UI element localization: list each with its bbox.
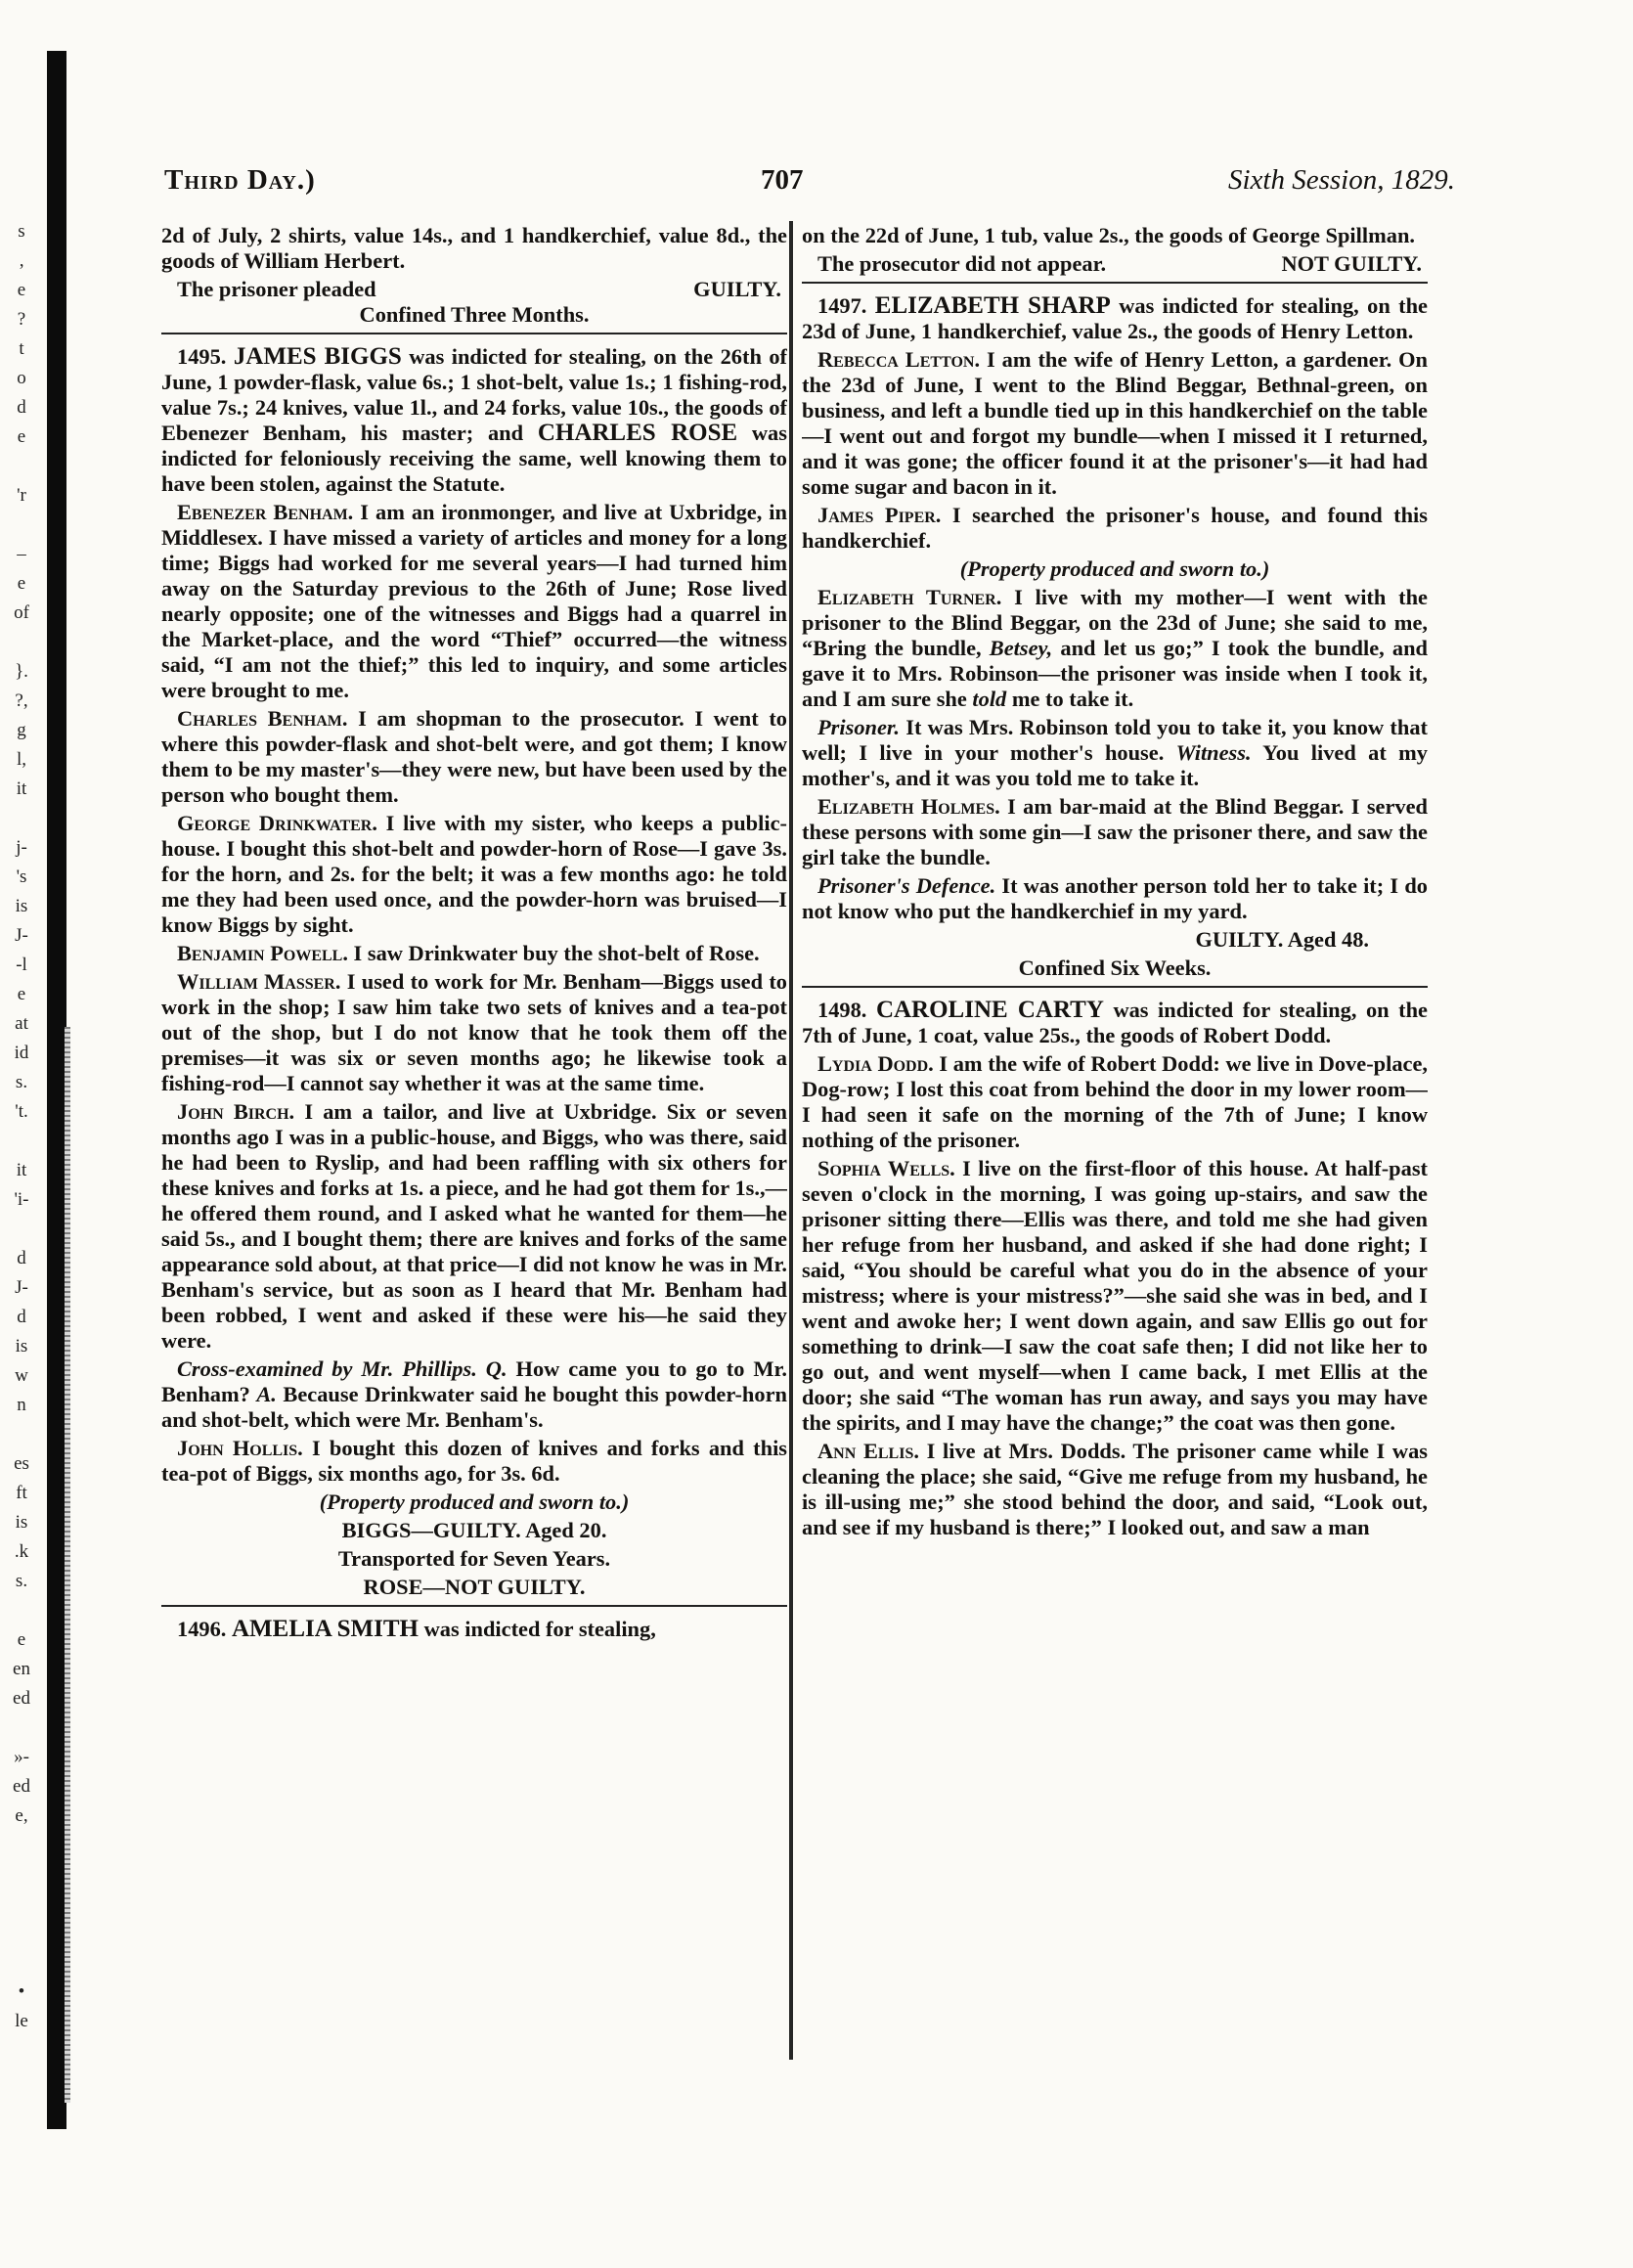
margin-fragment — [0, 1831, 43, 1860]
margin-fragment: s. — [15, 1571, 28, 1591]
testimony-text: me to take it. — [1011, 687, 1134, 711]
margin-fragment: id — [14, 1043, 29, 1063]
page-binding-edge — [47, 51, 66, 2129]
margin-fragment: le — [15, 2011, 28, 2031]
margin-fragment: ‚ — [18, 250, 25, 271]
running-header — [164, 164, 1455, 203]
margin-fragment — [0, 1127, 43, 1156]
margin-fragment: at — [15, 1013, 28, 1034]
testimony-text: and let us go;” I took the bundle, and gave it to Mrs. Robinson—the prisoner was inside when I took it, and I am sure she — [802, 636, 1428, 711]
answer-label: A. — [256, 1382, 277, 1406]
indictment-text: was indicted for stealing, on the 26th of June, 1 powder-flask, value 6s.; 1 shot-belt, value 1s.; 1 fishing-rod, value 7s.; 24 knives, value 1l., and 24 forks, value 10s., the goods of Ebenezer Benham, his master; and — [161, 344, 787, 445]
margin-fragment: e, — [15, 1805, 28, 1826]
witness-name: James Piper. — [817, 503, 942, 527]
case-number: 1495. — [177, 344, 227, 369]
margin-fragment — [0, 1890, 43, 1919]
right-column — [802, 223, 1428, 2120]
testimony — [161, 811, 787, 938]
testimony-text: I bought this dozen of knives and forks and this tea-pot of Biggs, six months ago, for 3s. 6d. — [161, 1436, 787, 1486]
margin-fragment: of — [14, 602, 29, 623]
margin-fragment — [0, 628, 43, 657]
testimony — [802, 503, 1428, 554]
sentence: Transported for Seven Years. — [337, 1546, 611, 1571]
case-rule — [802, 282, 1428, 284]
margin-fragment: ? — [17, 309, 26, 330]
case-continuation: on the 22d of June, 1 tub, value 2s., the goods of George Spillman. — [802, 223, 1415, 247]
margin-fragment: »- — [14, 1747, 29, 1767]
margin-fragment: en — [13, 1659, 30, 1679]
margin-fragment: .k — [14, 1541, 29, 1562]
verdict: GUILTY. Aged 48. — [1195, 927, 1369, 952]
margin-fragment: g — [17, 720, 26, 740]
witness-name: Sophia Wells. — [817, 1156, 955, 1180]
margin-fragment — [0, 1215, 43, 1244]
column-divider — [789, 221, 793, 2060]
witness-name: Rebecca Letton. — [817, 347, 981, 372]
margin-fragment — [0, 511, 43, 540]
testimony — [802, 794, 1428, 870]
defence-text: It was another person told her to take it; I do not know who put the handkerchief in my yard. — [802, 873, 1428, 923]
testimony — [161, 706, 787, 808]
testimony-text: I used to work for Mr. Benham—Biggs used to work in the shop; I saw him take two sets of knives and a tea-pot out of the shop, but I do not know that he took them off the premises—it was six or seven months ago; he likewise took a fishing-rod—I cannot say whether it was at the same time. — [161, 969, 787, 1095]
verdict: NOT GUILTY. — [1281, 251, 1422, 276]
margin-fragment — [0, 1420, 43, 1449]
cross-label: Cross-examined by Mr. Phillips. — [177, 1356, 477, 1381]
testimony-italic: told — [972, 687, 1007, 711]
prosecutor-note: The prosecutor did not appear. — [817, 251, 1107, 276]
speech-text: It was Mrs. Robinson told you to take it, you know that well; I live in your mother's house. — [802, 715, 1428, 765]
margin-fragment: t — [19, 338, 24, 359]
cross-examination — [161, 1356, 787, 1433]
margin-fragment: is — [15, 1336, 28, 1356]
margin-fragment: es — [14, 1453, 29, 1474]
testimony — [161, 1436, 787, 1487]
case-rule — [161, 333, 787, 334]
margin-fragment: n — [17, 1395, 26, 1415]
margin-fragment: it — [16, 1160, 27, 1180]
margin-fragment: ed — [13, 1688, 30, 1709]
testimony — [802, 347, 1428, 500]
testimony-text: I am bar-maid at the Blind Beggar. I served these persons with some gin—I saw the prisoner there, and saw the girl take the bundle. — [802, 794, 1428, 869]
case-1495-heading — [161, 344, 787, 497]
answer-text: Because Drinkwater said he bought this powder-horn and shot-belt, which were Mr. Benham's. — [161, 1382, 787, 1432]
witness-name: Charles Benham. — [177, 706, 348, 731]
margin-fragment: is — [15, 1512, 28, 1533]
speech-text: You lived at my mother's, and it was you told me to take it. — [802, 740, 1428, 790]
margin-fragment: 't. — [15, 1101, 28, 1122]
witness-name: Ebenezer Benham. — [177, 500, 354, 524]
margin-fragment: s — [18, 221, 25, 242]
margin-fragment: -l — [16, 955, 27, 975]
margin-fragment: • — [18, 1981, 25, 2002]
speaker-label: Prisoner. — [817, 715, 900, 739]
testimony-text: I searched the prisoner's house, and found this handkerchief. — [802, 503, 1428, 553]
header-session: Sixth Session, 1829. — [1228, 164, 1455, 196]
verdict-line — [802, 251, 1428, 277]
margin-fragment: ft — [16, 1483, 27, 1503]
header-day: Third Day.) — [164, 164, 316, 196]
margin-fragment: w — [15, 1365, 28, 1386]
testimony — [161, 1099, 787, 1354]
margin-fragment — [0, 1713, 43, 1743]
case-number: 1498. — [817, 998, 867, 1022]
testimony — [802, 1156, 1428, 1436]
margin-fragment: s. — [15, 1072, 28, 1092]
plea-text: The prisoner pleaded — [177, 277, 376, 301]
margin-fragment — [0, 1919, 43, 1948]
testimony-text: I am an ironmonger, and live at Uxbridge, in Middlesex. I have missed a variety of articles and money for a long time; Biggs had worked for me several years—I had turned him away on the Saturday previous to the 26th of June; Rose lived nearly opposite; one of the witnesses and Biggs had a quarrel in the Market-place, and the word “Thief” occurred—the witness said, “I am not the thief;” this led to inquiry, and some articles were brought to me. — [161, 500, 787, 702]
margin-fragment: d — [17, 397, 26, 418]
defendant-name: CAROLINE CARTY — [875, 997, 1104, 1023]
sentence: Confined Six Weeks. — [1018, 956, 1212, 980]
witness-name: George Drinkwater. — [177, 811, 377, 835]
indictment-text: was indicted for stealing, on the 7th of June, 1 coat, value 25s., the goods of Robert Dodd. — [802, 998, 1428, 1047]
margin-fragment: o — [17, 368, 26, 388]
indictment-text: was indicted for feloniously receiving the same, well knowing them to have been stolen, against the Statute. — [161, 421, 787, 496]
testimony-text: I live with my mother—I went with the prisoner to the Blind Beggar, on the 23d of June; she said to me, “Bring the bundle, — [802, 585, 1428, 660]
testimony-text: I live at Mrs. Dodds. The prisoner came while I was cleaning the place; she said, “Give me refuge from my husband, he is ill-using me;” she stood behind the door, and said, “Look out, and see if my husband is there;” I looked out, and saw a man — [802, 1439, 1428, 1539]
plea-verdict: GUILTY. — [693, 277, 781, 301]
page-number: 707 — [761, 164, 804, 196]
case-rule — [161, 1605, 787, 1607]
testimony — [802, 1051, 1428, 1153]
defendant-name: AMELIA SMITH — [232, 1616, 419, 1642]
question-text: How came you to go to Mr. Benham? — [161, 1356, 787, 1406]
case-1498-heading — [802, 998, 1428, 1048]
sentence: Confined Three Months. — [359, 302, 590, 327]
testimony — [161, 941, 787, 966]
property-note: (Property produced and sworn to.) — [319, 1490, 630, 1514]
verdict: BIGGS—GUILTY. Aged 20. — [341, 1518, 607, 1542]
margin-fragment — [0, 1596, 43, 1625]
testimony-text: I am shopman to the prosecutor. I went to where this powder-flask and shot-belt were, and got them; I know them to be my master's—they were new, but have been used by the person who bought them. — [161, 706, 787, 807]
witness-name: Elizabeth Holmes. — [817, 794, 1000, 819]
plea-line — [161, 277, 787, 302]
margin-fragment: l, — [16, 749, 27, 770]
left-column — [161, 223, 787, 2120]
margin-fragment: J- — [15, 925, 28, 946]
margin-fragment: e — [17, 573, 26, 594]
margin-fragment: 's — [16, 867, 27, 887]
verdict: ROSE—NOT GUILTY. — [363, 1575, 586, 1599]
margin-fragment — [0, 804, 43, 833]
witness-name: Benjamin Powell. — [177, 941, 348, 965]
witness-name: William Masser. — [177, 969, 341, 994]
defence — [802, 873, 1428, 924]
defendant-name: JAMES BIGGS — [233, 343, 402, 370]
case-number: 1496. — [177, 1617, 227, 1641]
testimony — [802, 1439, 1428, 1540]
margin-fragment: – — [17, 544, 26, 564]
testimony — [161, 500, 787, 703]
case-rule — [802, 986, 1428, 988]
question-label: Q. — [485, 1356, 508, 1381]
binding-fray — [65, 1027, 70, 2103]
margin-fragment: e — [17, 280, 26, 300]
witness-name: Ann Ellis. — [817, 1439, 919, 1463]
case-number: 1497. — [817, 293, 867, 318]
testimony-text: I live on the first-floor of this house. At half-past seven o'clock in the morning, I was going up-stairs, and saw the prisoner sitting there—Ellis was there, and told me she had given her refuge from her husband, and asked if she had done right; I said, “You should be careful what you do in the absence of your mistress; where is your mistress?”—she said she was in bed, and I went and awoke her; I went down again, and saw Ellis go out for something to drink—I saw the coat safe then; I did not like her to go out, and went myself—when I came back, I met Ellis at the door; she said “The woman has run away, and says you may have the spirits, and I may have the change;” the coat was then gone. — [802, 1156, 1428, 1435]
defence-label: Prisoner's Defence. — [817, 873, 996, 898]
margin-fragment: ed — [13, 1776, 30, 1797]
testimony-text: I am a tailor, and live at Uxbridge. Six or seven months ago I was in a public-house, and Biggs, who was there, said he had been to Ryslip, and had been raffling with six others for these knives and forks at 1s. a piece, and he had got them for 1s.,—he offered them round, and I asked what he wanted for them—he said 5s., and I bought them; there are knives and forks of the same appearance sold about, at that price—I did not know he was in Mr. Benham's service, but as soon as I heard that Mr. Benham had been robbed, I went and asked if these were his—he said they were. — [161, 1099, 787, 1353]
margin-fragment: }. — [15, 661, 28, 682]
case-continuation: 2d of July, 2 shirts, value 14s., and 1 handkerchief, value 8d., the goods of William Herbert. — [161, 223, 787, 273]
testimony-text: I am the wife of Robert Dodd: we live in Dove-place, Dog-row; I lost this coat from behind the door in my lower room—I had seen it safe on the morning of the 7th of June; I know nothing of the prisoner. — [802, 1051, 1428, 1152]
property-note: (Property produced and sworn to.) — [959, 556, 1270, 581]
witness-name: Elizabeth Turner. — [817, 585, 1002, 609]
indictment-text: was indicted for stealing, — [423, 1617, 656, 1641]
margin-fragment: J- — [15, 1277, 28, 1298]
margin-fragment: e — [17, 1629, 26, 1650]
witness-name: Lydia Dodd. — [817, 1051, 934, 1076]
testimony — [802, 585, 1428, 712]
testimony-text: I am the wife of Henry Letton, a gardener. On the 23d of June, I went to the Blind Beggar, Bethnal-green, on business, and left a bundle tied up in this handkerchief on the table—I went out and forgot my bundle—when I missed it I returned, and it was gone; the officer found it at the prisoner's—it had had some sugar and bacon in it. — [802, 347, 1428, 499]
margin-fragment: it — [16, 778, 27, 799]
testimony-text: I live with my sister, who keeps a public-house. I bought this shot-belt and powder-horn of Rose—I gave 3s. for the horn, and 2s. for the belt; it was a few months ago: he told me they had been used once, and the powder-horn was bruised—I know Biggs by sight. — [161, 811, 787, 937]
margin-fragment — [0, 452, 43, 481]
case-1497-heading — [802, 293, 1428, 344]
defendant-name: ELIZABETH SHARP — [874, 292, 1111, 319]
margin-fragment: d — [17, 1307, 26, 1327]
case-1496-heading — [161, 1617, 787, 1642]
margin-fragment: ?, — [15, 690, 28, 711]
margin-fragment — [0, 1860, 43, 1890]
margin-fragment: is — [15, 896, 28, 916]
margin-fragment: j- — [16, 837, 27, 858]
facing-page-margin-fragments — [0, 217, 43, 2046]
witness-name: John Birch. — [177, 1099, 295, 1124]
margin-fragment: d — [17, 1248, 26, 1268]
indictment-text: was indicted for stealing, on the 23d of June, 1 handkerchief, value 2s., the goods of Henry Letton. — [802, 293, 1428, 343]
exchange — [802, 715, 1428, 791]
testimony-text: I saw Drinkwater buy the shot-belt of Rose. — [353, 941, 760, 965]
margin-fragment: e — [17, 984, 26, 1004]
testimony — [161, 969, 787, 1096]
witness-name: John Hollis. — [177, 1436, 303, 1460]
margin-fragment — [0, 1948, 43, 1978]
margin-fragment: 'i- — [14, 1189, 29, 1210]
testimony-italic: Betsey, — [989, 636, 1053, 660]
margin-fragment: 'r — [17, 485, 26, 506]
defendant-name: CHARLES ROSE — [537, 420, 738, 446]
margin-fragment: e — [17, 426, 26, 447]
speaker-label: Witness. — [1175, 740, 1252, 765]
